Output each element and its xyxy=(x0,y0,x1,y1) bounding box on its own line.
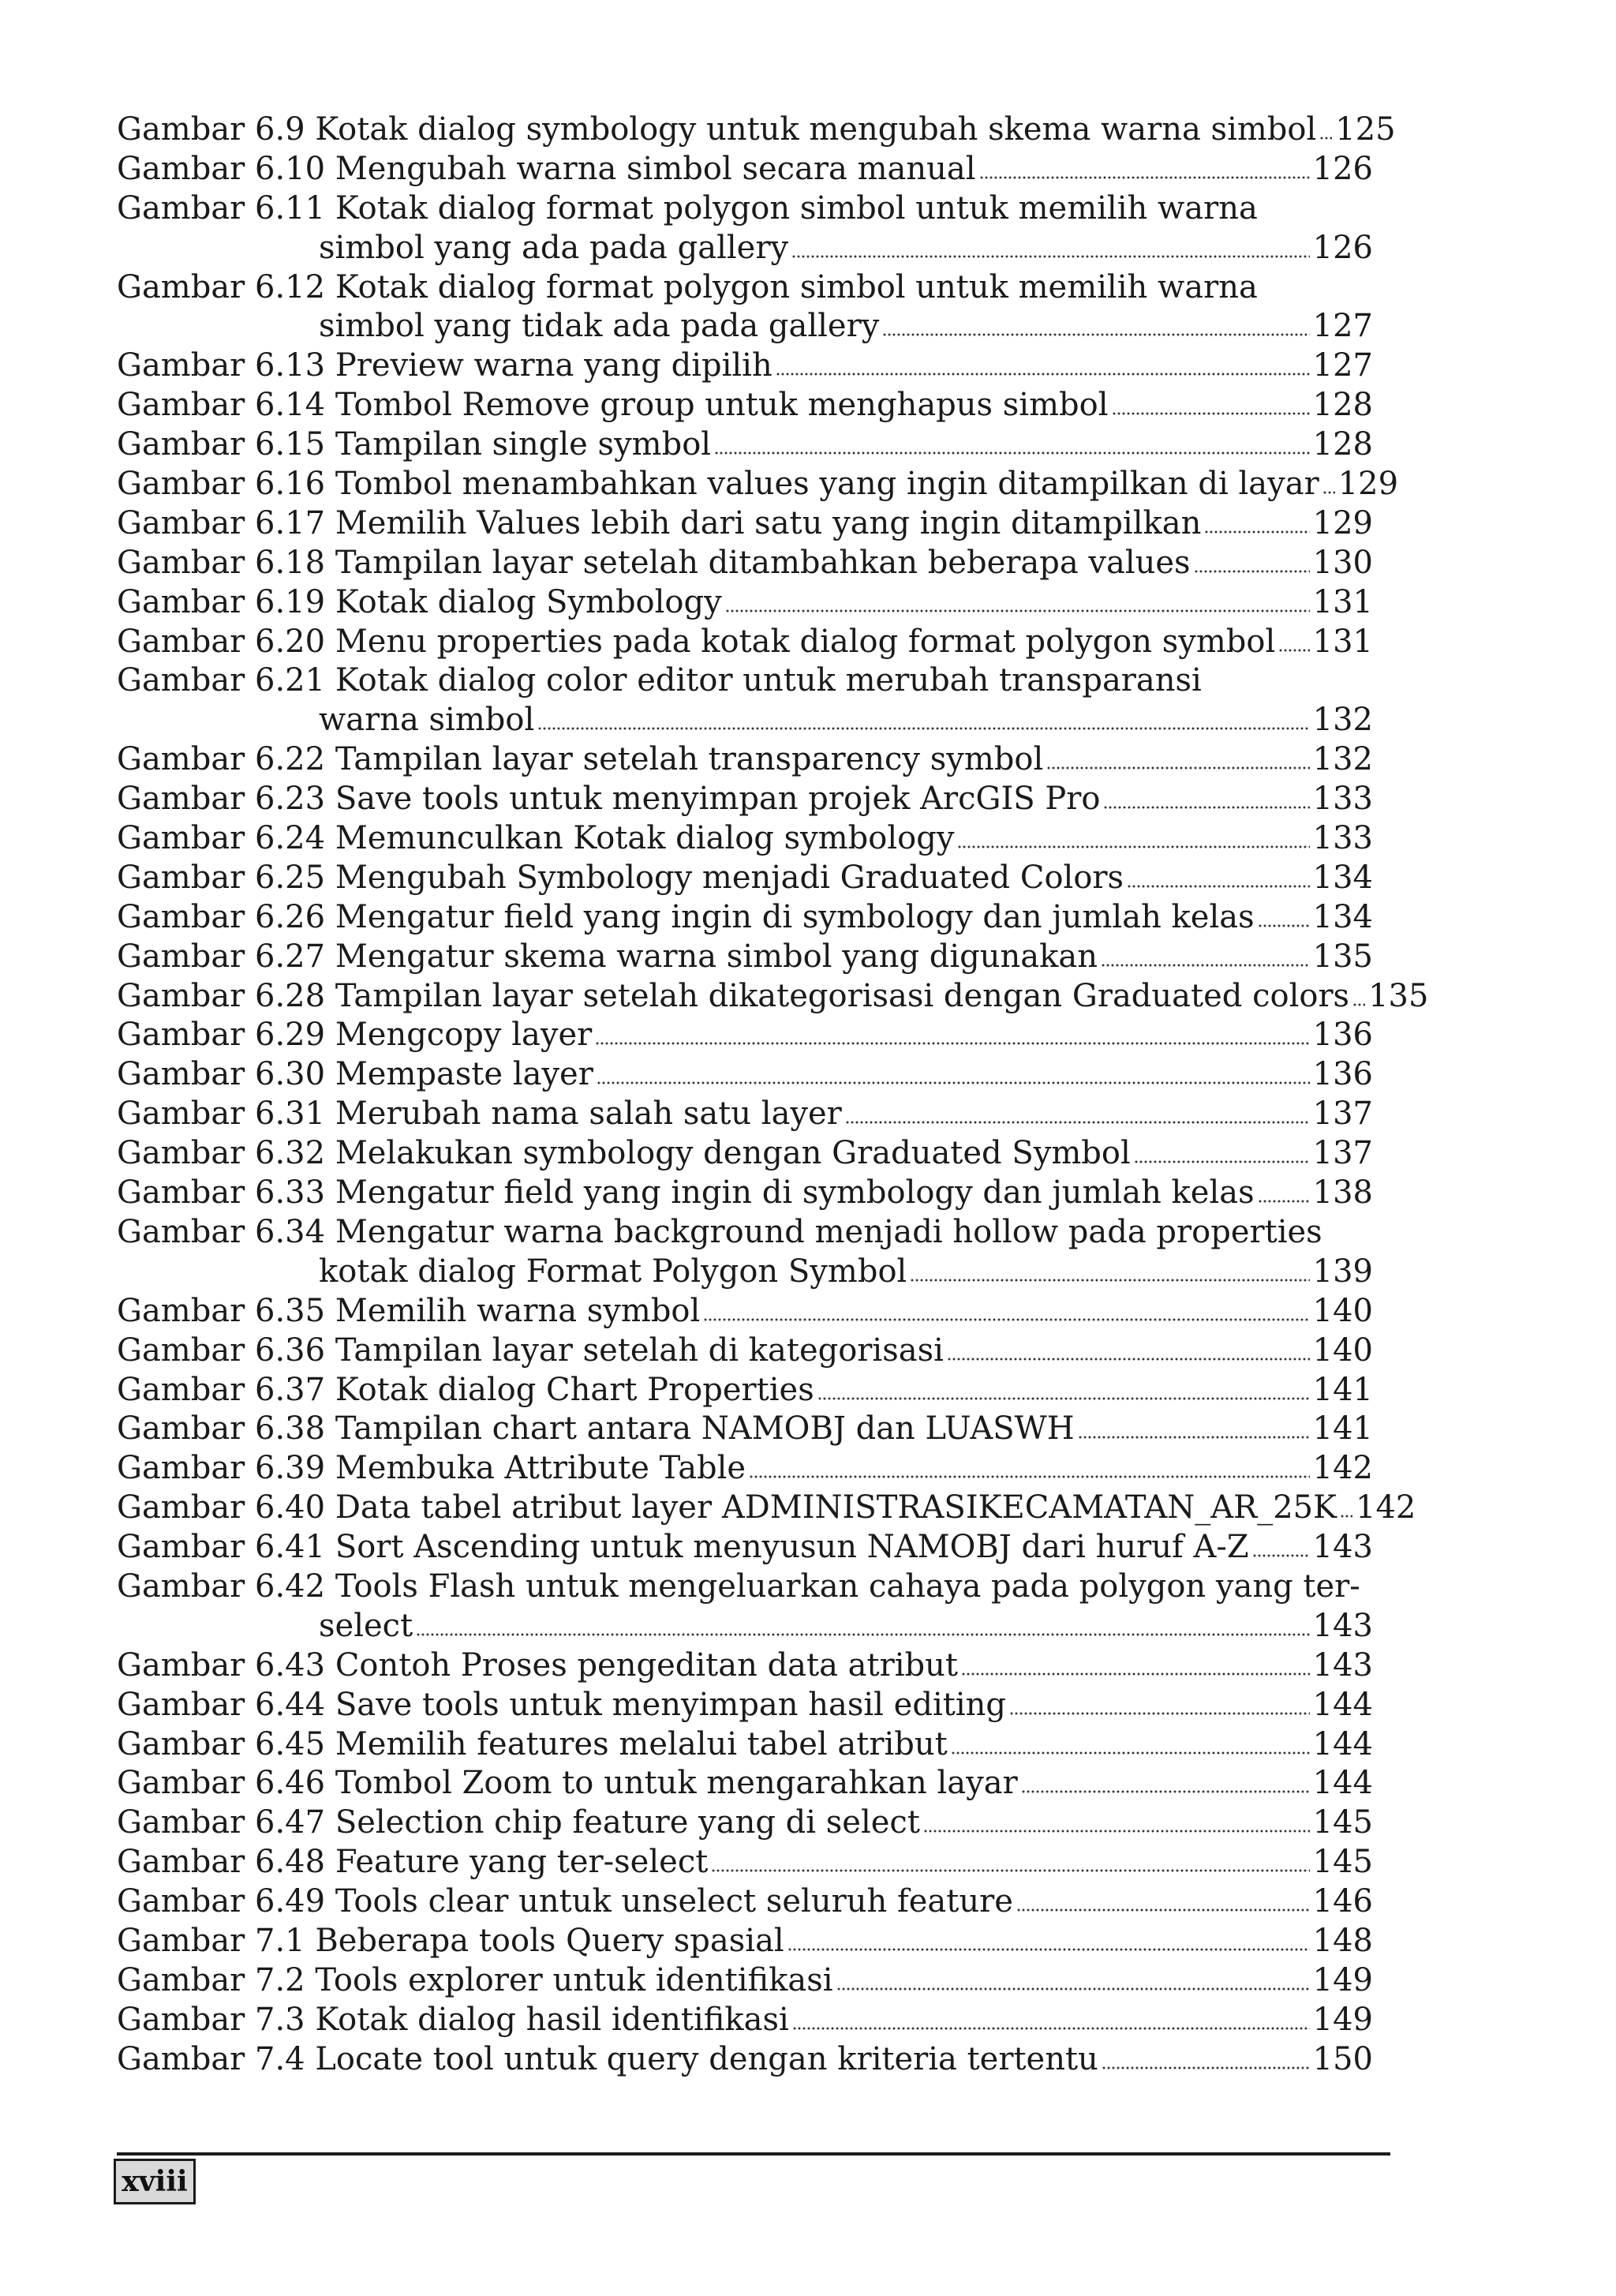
toc-entry xyxy=(117,1174,1373,1213)
toc-entry xyxy=(117,386,1373,425)
toc-entry xyxy=(117,1489,1416,1528)
figure-page-number: 144 xyxy=(1312,1725,1373,1762)
toc-entry-line xyxy=(117,859,1373,898)
toc-entry-line xyxy=(117,1567,1373,1607)
figure-number: Gambar 6.18 xyxy=(117,544,326,581)
figure-number: Gambar 6.42 xyxy=(117,1567,326,1605)
figure-page-number: 135 xyxy=(1368,977,1429,1014)
figure-caption: Preview warna yang dipilih xyxy=(335,347,772,384)
dot-leader xyxy=(597,1081,1310,1084)
toc-entry-continuation xyxy=(117,229,1373,268)
dot-leader xyxy=(1258,1200,1310,1203)
dot-leader xyxy=(1322,491,1335,494)
figure-page-number: 149 xyxy=(1312,2001,1373,2038)
figure-caption: Save tools untuk menyimpan projek ArcGIS Pro xyxy=(335,781,1101,818)
toc-entry-line xyxy=(117,2001,1373,2040)
figure-number: Gambar 6.28 xyxy=(117,977,326,1014)
dot-leader xyxy=(957,845,1309,848)
toc-entry-line xyxy=(117,583,1373,623)
figure-page-number: 125 xyxy=(1335,111,1396,148)
toc-entry-line xyxy=(117,1725,1373,1765)
figure-number: Gambar 6.45 xyxy=(117,1725,326,1762)
toc-entry xyxy=(117,1055,1373,1095)
toc-entry xyxy=(117,661,1373,740)
toc-entry xyxy=(117,346,1373,386)
figure-number: Gambar 6.17 xyxy=(117,504,326,541)
figure-page-number: 127 xyxy=(1312,347,1373,384)
dot-leader xyxy=(910,1279,1309,1282)
figure-number: Gambar 6.13 xyxy=(117,347,326,384)
dot-leader xyxy=(836,1987,1310,1991)
dot-leader xyxy=(817,1397,1310,1400)
figure-number: Gambar 6.35 xyxy=(117,1292,326,1329)
dot-leader xyxy=(1258,924,1310,927)
figure-number: Gambar 6.31 xyxy=(117,1096,326,1133)
toc-entry xyxy=(117,583,1373,623)
toc-entry-line xyxy=(117,1686,1373,1725)
toc-entry-line xyxy=(117,1803,1373,1843)
figure-number: Gambar 6.24 xyxy=(117,820,326,857)
figure-caption: Kotak dialog format polygon simbol untuk memilih warna xyxy=(335,189,1258,227)
figure-caption: Contoh Proses pengeditan data atribut xyxy=(335,1646,958,1684)
toc-entry-line xyxy=(117,425,1373,465)
toc-entry-line xyxy=(117,1332,1373,1371)
figure-page-number: 133 xyxy=(1312,820,1373,857)
figure-page-number: 137 xyxy=(1312,1096,1373,1133)
toc-entry-line xyxy=(117,268,1373,308)
figure-caption: Mengatur skema warna simbol yang digunakan xyxy=(335,938,1098,975)
dot-leader xyxy=(792,2027,1310,2030)
figure-caption: Tampilan layar setelah ditambahkan beberapa values xyxy=(335,544,1191,581)
figure-caption: Tampilan layar setelah dikategorisasi dengan Graduated colors xyxy=(335,977,1350,1014)
figure-number: Gambar 6.16 xyxy=(117,466,326,503)
figure-page-number: 136 xyxy=(1312,1017,1373,1054)
toc-entry xyxy=(117,1410,1373,1449)
figure-page-number: 131 xyxy=(1312,623,1373,660)
figure-page-number: 129 xyxy=(1312,504,1373,541)
figure-number: Gambar 6.36 xyxy=(117,1332,326,1369)
figure-caption: Tombol menambahkan values yang ingin ditampilkan di layar xyxy=(335,466,1319,503)
figure-caption: Memilih warna symbol xyxy=(335,1292,701,1329)
figure-number: Gambar 6.41 xyxy=(117,1529,326,1566)
figure-caption: Melakukan symbology dengan Graduated Symbol xyxy=(335,1135,1131,1172)
figure-caption: Membuka Attribute Table xyxy=(335,1450,746,1487)
toc-entry-line xyxy=(117,346,1373,386)
dot-leader xyxy=(1352,1003,1365,1006)
dot-leader xyxy=(1046,766,1309,770)
figure-page-number: 133 xyxy=(1312,781,1373,818)
figure-number: Gambar 6.39 xyxy=(117,1450,326,1487)
toc-entry-line xyxy=(117,938,1373,977)
toc-entry xyxy=(117,1922,1373,1961)
figure-caption: Merubah nama salah satu layer xyxy=(335,1096,842,1133)
figure-caption: Kotak dialog symbology untuk mengubah skema warna simbol xyxy=(315,111,1317,148)
toc-entry-line xyxy=(117,1016,1373,1055)
figure-caption: kotak dialog Format Polygon Symbol xyxy=(319,1253,907,1290)
figure-page-number: 126 xyxy=(1312,229,1373,266)
figure-caption: Memilih Values lebih dari satu yang ingin ditampilkan xyxy=(335,504,1202,541)
dot-leader xyxy=(882,333,1309,336)
figure-page-number: 135 xyxy=(1312,938,1373,975)
figure-page-number: 143 xyxy=(1312,1607,1373,1644)
toc-entry xyxy=(117,110,1396,150)
figure-caption: Save tools untuk menyimpan hasil editing xyxy=(335,1686,1006,1723)
dot-leader xyxy=(791,255,1310,258)
figure-caption: Beberapa tools Query spasial xyxy=(315,1922,784,1959)
toc-entry-line xyxy=(117,1843,1373,1882)
toc-entry xyxy=(117,1449,1373,1489)
toc-entry-line xyxy=(117,1882,1373,1922)
toc-entry-line xyxy=(117,819,1373,859)
toc-entry xyxy=(117,2040,1373,2080)
toc-entry xyxy=(117,740,1373,780)
figure-caption: simbol yang tidak ada pada gallery xyxy=(319,308,880,345)
toc-entry-line xyxy=(117,1371,1373,1410)
figure-number: Gambar 6.26 xyxy=(117,898,326,935)
figure-caption: Data tabel atribut layer ADMINISTRASIKECAMATAN_AR_25K xyxy=(335,1489,1337,1526)
dot-leader xyxy=(947,1358,1310,1361)
toc-entry xyxy=(117,1961,1373,2001)
figure-number: Gambar 6.25 xyxy=(117,859,326,896)
figure-page-number: 142 xyxy=(1312,1450,1373,1487)
figure-number: Gambar 6.12 xyxy=(117,268,326,305)
toc-entry xyxy=(117,898,1373,938)
figure-page-number: 131 xyxy=(1312,583,1373,620)
toc-entry xyxy=(117,1803,1373,1843)
toc-entry-line xyxy=(117,386,1373,425)
figure-number: Gambar 6.34 xyxy=(117,1213,326,1250)
toc-entry xyxy=(117,780,1373,819)
toc-entry-line xyxy=(117,1922,1373,1961)
toc-entry-continuation xyxy=(117,1607,1373,1646)
dot-leader xyxy=(787,1948,1310,1951)
figure-caption: Tampilan layar setelah transparency symbol xyxy=(335,741,1044,778)
dot-leader xyxy=(979,176,1310,179)
toc-entry xyxy=(117,1213,1373,1292)
dot-leader xyxy=(845,1121,1310,1124)
figure-page-number: 144 xyxy=(1312,1765,1373,1802)
toc-entry-line xyxy=(117,1055,1373,1095)
figure-caption: Kotak dialog Symbology xyxy=(335,583,722,620)
figure-page-number: 136 xyxy=(1312,1056,1373,1093)
figure-caption: Locate tool untuk query dengan kriteria tertentu xyxy=(315,2040,1098,2077)
figure-caption: Kotak dialog format polygon simbol untuk memilih warna xyxy=(335,268,1258,305)
figure-number: Gambar 6.43 xyxy=(117,1646,326,1684)
figure-page-number: 140 xyxy=(1312,1292,1373,1329)
figure-number: Gambar 6.30 xyxy=(117,1056,326,1093)
toc-entry xyxy=(117,977,1429,1017)
figure-caption: Feature yang ter-select xyxy=(335,1844,709,1881)
figure-caption: Mengatur warna background menjadi hollow pada properties xyxy=(335,1213,1322,1250)
toc-entry-line xyxy=(117,1410,1373,1449)
figure-number: Gambar 6.20 xyxy=(117,623,326,660)
toc-entry-line xyxy=(117,1764,1373,1803)
dot-leader xyxy=(1016,1908,1310,1912)
figure-caption: Sort Ascending untuk menyusun NAMOBJ dari huruf A-Z xyxy=(335,1529,1249,1566)
figure-page-number: 139 xyxy=(1312,1253,1373,1290)
figure-number: Gambar 7.3 xyxy=(117,2001,305,2038)
figure-caption: Kotak dialog Chart Properties xyxy=(335,1371,814,1408)
dot-leader xyxy=(1103,806,1309,809)
toc-entry-line xyxy=(117,740,1373,780)
figure-number: Gambar 6.19 xyxy=(117,583,326,620)
toc-entry xyxy=(117,1764,1373,1803)
figure-page-number: 141 xyxy=(1312,1410,1373,1448)
figure-caption: Tools explorer untuk identifikasi xyxy=(315,1961,833,1998)
dot-leader xyxy=(749,1475,1310,1478)
dot-leader xyxy=(1278,649,1309,652)
figure-number: Gambar 6.23 xyxy=(117,781,326,818)
toc-entry xyxy=(117,1292,1373,1332)
toc-entry xyxy=(117,1725,1373,1765)
figure-page-number: 138 xyxy=(1312,1174,1373,1212)
toc-entry xyxy=(117,1332,1373,1371)
toc-entry-continuation xyxy=(117,701,1373,740)
figure-caption: Tampilan layar setelah di kategorisasi xyxy=(335,1332,944,1369)
figure-caption: Memunculkan Kotak dialog symbology xyxy=(335,820,955,857)
toc-entry-line xyxy=(117,1174,1373,1213)
toc-entry xyxy=(117,623,1373,662)
figure-caption: Tombol Remove group untuk menghapus simbol xyxy=(335,387,1109,424)
toc-entry xyxy=(117,425,1373,465)
toc-entry-line xyxy=(117,1292,1373,1332)
toc-entry-line xyxy=(117,2040,1373,2080)
toc-entry xyxy=(117,1567,1373,1646)
figure-caption: Tombol Zoom to untuk mengarahkan layar xyxy=(335,1765,1018,1802)
page-number: xviii xyxy=(122,2165,188,2198)
toc-entry xyxy=(117,1095,1373,1134)
dot-leader xyxy=(714,451,1310,455)
dot-leader xyxy=(1127,885,1310,888)
figure-caption: Kotak dialog hasil identifikasi xyxy=(315,2001,789,2038)
figure-number: Gambar 6.49 xyxy=(117,1883,326,1920)
toc-entry-line xyxy=(117,189,1373,229)
toc-entry-line xyxy=(117,1961,1373,2001)
figure-caption: warna simbol xyxy=(319,702,535,739)
list-of-figures xyxy=(117,110,1429,2080)
figure-page-number: 143 xyxy=(1312,1646,1373,1684)
figure-page-number: 148 xyxy=(1312,1922,1373,1959)
toc-entry-line xyxy=(117,110,1396,150)
figure-caption: Mengubah warna simbol secara manual xyxy=(335,150,976,187)
figure-number: Gambar 6.9 xyxy=(117,111,305,148)
toc-entry xyxy=(117,544,1373,583)
toc-entry-line xyxy=(117,150,1373,189)
figure-number: Gambar 6.44 xyxy=(117,1686,326,1723)
figure-page-number: 126 xyxy=(1312,150,1373,187)
figure-page-number: 150 xyxy=(1312,2040,1373,2077)
figure-number: Gambar 6.33 xyxy=(117,1174,326,1212)
toc-entry-line xyxy=(117,465,1399,504)
toc-entry-line xyxy=(117,780,1373,819)
figure-page-number: 134 xyxy=(1312,898,1373,935)
figure-number: Gambar 6.48 xyxy=(117,1844,326,1881)
toc-entry-line xyxy=(117,898,1373,938)
figure-caption: Mempaste layer xyxy=(335,1056,593,1093)
figure-caption: Tampilan chart antara NAMOBJ dan LUASWH xyxy=(335,1410,1075,1448)
toc-entry xyxy=(117,1686,1373,1725)
figure-page-number: 149 xyxy=(1312,1961,1373,1998)
dot-leader xyxy=(1252,1554,1310,1557)
dot-leader xyxy=(416,1633,1310,1636)
figure-number: Gambar 6.21 xyxy=(117,662,326,699)
toc-entry-line xyxy=(117,1449,1373,1489)
dot-leader xyxy=(961,1672,1310,1676)
figure-caption: Tools Flash untuk mengeluarkan cahaya pada polygon yang ter- xyxy=(335,1567,1360,1605)
dot-leader xyxy=(1078,1436,1310,1439)
figure-number: Gambar 6.10 xyxy=(117,150,326,187)
figure-number: Gambar 6.27 xyxy=(117,938,326,975)
toc-entry xyxy=(117,1646,1373,1686)
figure-caption: select xyxy=(319,1607,413,1644)
toc-entry-line xyxy=(117,1134,1373,1174)
figure-number: Gambar 7.4 xyxy=(117,2040,305,2077)
toc-entry xyxy=(117,1528,1373,1567)
dot-leader xyxy=(1101,964,1310,967)
dot-leader xyxy=(776,373,1310,376)
toc-entry xyxy=(117,504,1373,544)
figure-page-number: 146 xyxy=(1312,1883,1373,1920)
dot-leader xyxy=(1102,2066,1310,2069)
toc-entry-line xyxy=(117,1646,1373,1686)
figure-page-number: 145 xyxy=(1312,1844,1373,1881)
figure-number: Gambar 6.46 xyxy=(117,1765,326,1802)
toc-entry-line xyxy=(117,1528,1373,1567)
figure-caption: Mengubah Symbology menjadi Graduated Colors xyxy=(335,859,1124,896)
figure-number: Gambar 6.38 xyxy=(117,1410,326,1448)
dot-leader xyxy=(1009,1712,1310,1715)
dot-leader xyxy=(711,1869,1309,1872)
toc-entry-line xyxy=(117,544,1373,583)
figure-number: Gambar 6.47 xyxy=(117,1804,326,1841)
figure-number: Gambar 6.32 xyxy=(117,1135,326,1172)
toc-entry-continuation xyxy=(117,1253,1373,1292)
figure-caption: Tools clear untuk unselect seluruh feature xyxy=(335,1883,1013,1920)
figure-page-number: 144 xyxy=(1312,1686,1373,1723)
dot-leader xyxy=(537,727,1309,730)
figure-number: Gambar 7.1 xyxy=(117,1922,305,1959)
figure-number: Gambar 6.14 xyxy=(117,387,326,424)
toc-entry xyxy=(117,1371,1373,1410)
toc-entry xyxy=(117,938,1373,977)
toc-entry-line xyxy=(117,1095,1373,1134)
figure-page-number: 128 xyxy=(1312,387,1373,424)
figure-number: Gambar 7.2 xyxy=(117,1961,305,1998)
figure-page-number: 132 xyxy=(1312,702,1373,739)
toc-entry xyxy=(117,859,1373,898)
toc-entry-line xyxy=(117,661,1373,701)
footer-rule xyxy=(117,2152,1390,2156)
figure-number: Gambar 6.29 xyxy=(117,1017,326,1054)
figure-caption: Selection chip feature yang di select xyxy=(335,1804,920,1841)
toc-entry xyxy=(117,1134,1373,1174)
toc-entry-continuation xyxy=(117,307,1373,346)
figure-page-number: 145 xyxy=(1312,1804,1373,1841)
toc-entry xyxy=(117,1016,1373,1055)
figure-number: Gambar 6.11 xyxy=(117,189,326,227)
figure-page-number: 143 xyxy=(1312,1529,1373,1566)
toc-entry xyxy=(117,2001,1373,2040)
figure-caption: Memilih features melalui tabel atribut xyxy=(335,1725,948,1762)
figure-number: Gambar 6.40 xyxy=(117,1489,326,1526)
figure-number: Gambar 6.15 xyxy=(117,426,326,463)
figure-page-number: 127 xyxy=(1312,308,1373,345)
dot-leader xyxy=(923,1830,1310,1833)
figure-page-number: 137 xyxy=(1312,1135,1373,1172)
figure-page-number: 132 xyxy=(1312,741,1373,778)
page-number-box xyxy=(114,2159,196,2204)
figure-caption: Menu properties pada kotak dialog format polygon symbol xyxy=(335,623,1276,660)
dot-leader xyxy=(1340,1515,1352,1518)
toc-entry xyxy=(117,1843,1373,1882)
figure-page-number: 142 xyxy=(1356,1489,1416,1526)
toc-entry xyxy=(117,150,1373,189)
toc-entry-line xyxy=(117,504,1373,544)
figure-caption: Kotak dialog color editor untuk merubah transparansi xyxy=(335,662,1202,699)
toc-entry-line xyxy=(117,623,1373,662)
dot-leader xyxy=(595,1042,1309,1045)
figure-caption: Mengatur field yang ingin di symbology dan jumlah kelas xyxy=(335,1174,1255,1212)
figure-page-number: 141 xyxy=(1312,1371,1373,1408)
figure-page-number: 134 xyxy=(1312,859,1373,896)
dot-leader xyxy=(1112,412,1310,415)
figure-caption: Mengcopy layer xyxy=(335,1017,593,1054)
toc-entry xyxy=(117,1882,1373,1922)
toc-entry xyxy=(117,268,1373,347)
figure-page-number: 129 xyxy=(1337,466,1399,503)
dot-leader xyxy=(951,1751,1310,1755)
dot-leader xyxy=(703,1318,1309,1321)
toc-entry-line xyxy=(117,1489,1416,1528)
dot-leader xyxy=(1204,530,1309,534)
figure-number: Gambar 6.37 xyxy=(117,1371,326,1408)
figure-page-number: 140 xyxy=(1312,1332,1373,1369)
figure-caption: simbol yang ada pada gallery xyxy=(319,229,789,266)
figure-caption: Mengatur field yang ingin di symbology dan jumlah kelas xyxy=(335,898,1255,935)
dot-leader xyxy=(1134,1160,1310,1163)
toc-entry xyxy=(117,465,1399,504)
dot-leader xyxy=(725,609,1310,612)
toc-entry xyxy=(117,189,1373,268)
toc-entry xyxy=(117,819,1373,859)
figure-number: Gambar 6.22 xyxy=(117,741,326,778)
toc-entry-line xyxy=(117,1213,1373,1253)
toc-entry-line xyxy=(117,977,1429,1017)
dot-leader xyxy=(1021,1790,1310,1793)
figure-caption: Tampilan single symbol xyxy=(335,426,712,463)
figure-page-number: 128 xyxy=(1312,426,1373,463)
dot-leader xyxy=(1319,137,1332,140)
figure-page-number: 130 xyxy=(1312,544,1373,581)
dot-leader xyxy=(1194,570,1310,573)
